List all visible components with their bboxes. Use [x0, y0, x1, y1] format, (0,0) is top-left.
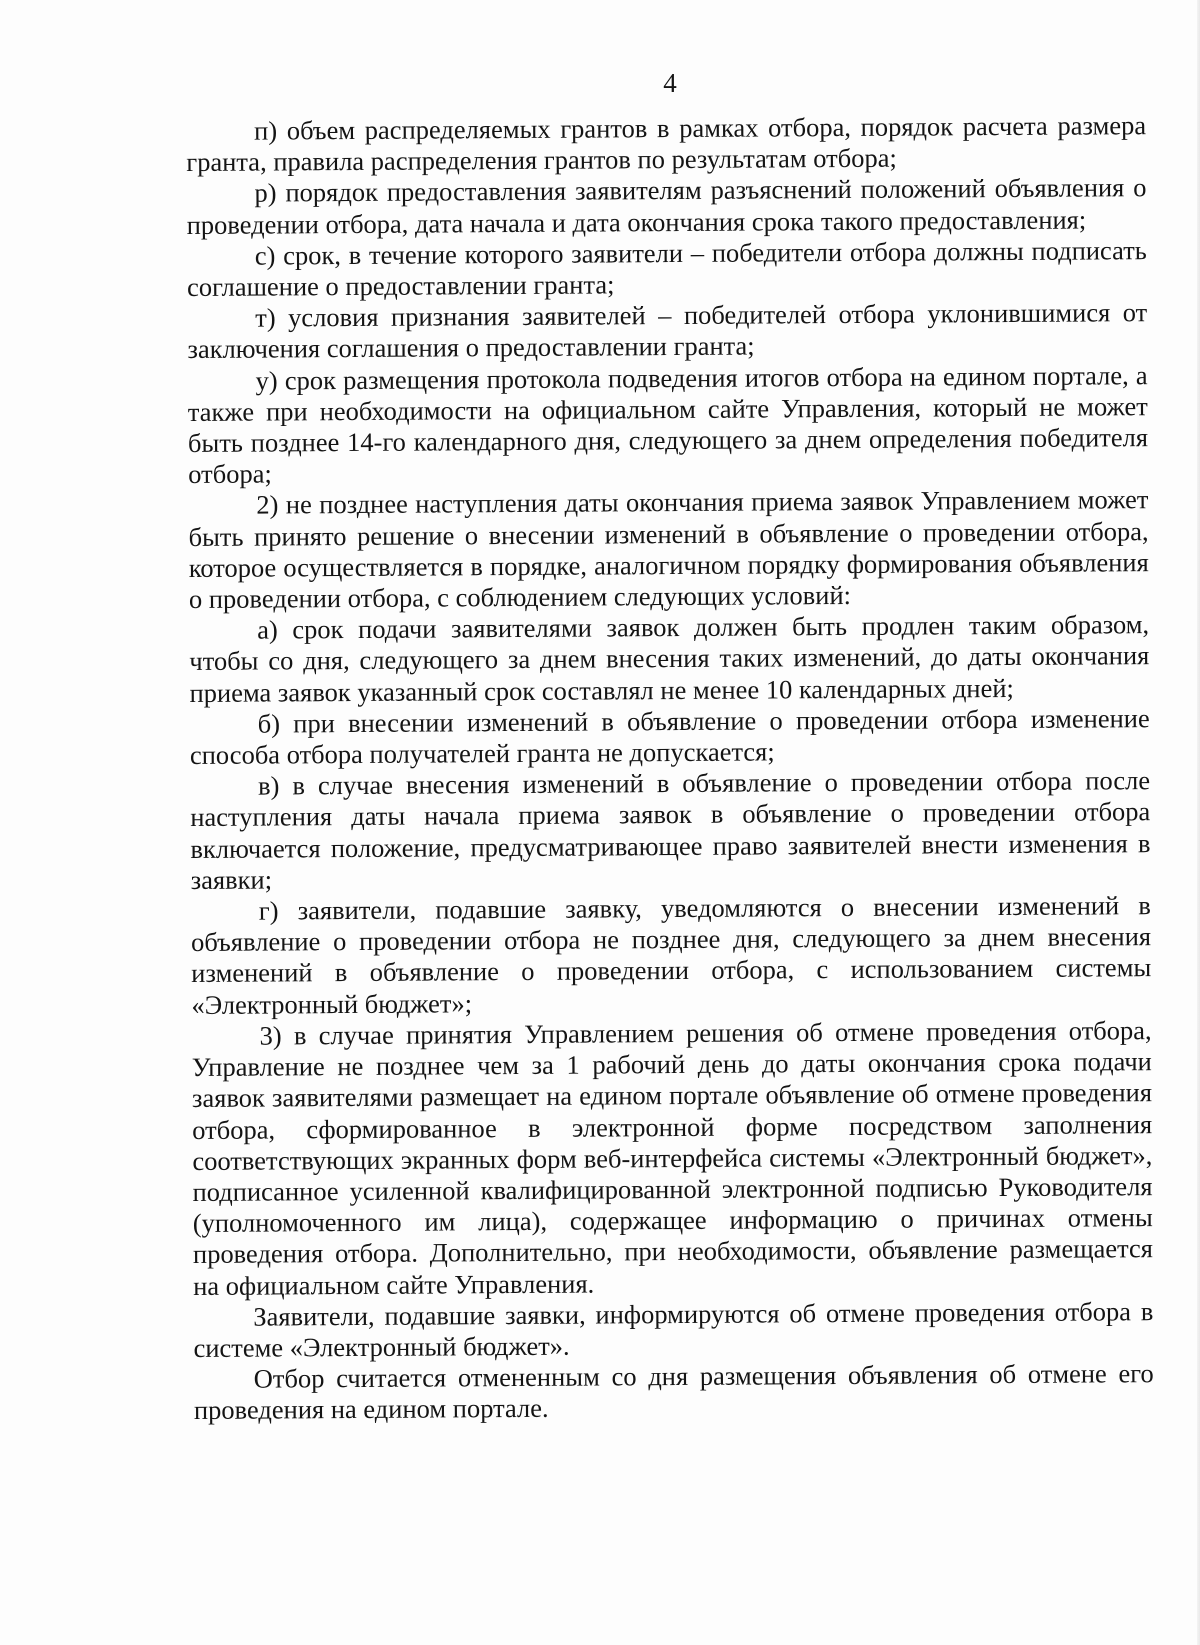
paragraph-cancellation-effect: Отбор считается отмененным со дня размещения объявления об отмене его проведения на едином портале. — [193, 1358, 1154, 1426]
paragraph-applicants-notice: Заявители, подавшие заявки, информируются об отмене проведения отбора в системе «Электронный бюджет». — [193, 1295, 1154, 1363]
paragraph-clause-3: 3) в случае принятия Управлением решения об отмене проведения отбора, Управление не позднее чем за 1 рабочий день до даты окончания срока подачи заявок заявителями размещает на едином портале объявление об отмене проведения отбора, сформированное в электронной форме посредством заполнения соответствующих экранных форм веб-интерфейса системы «Электронный бюджет», подписанное усиленной квалифицированной электронной подписью Руководителя (уполномоченного им лица), содержащее информацию о причинах отмены проведения отбора. Дополнительно, при необходимости, объявление размещается на официальном сайте Управления. — [191, 1015, 1154, 1301]
paragraph-subitem-g: г) заявители, подавшие заявку, уведомляются о внесении изменений в объявление о проведении отбора не позднее дня, следующего за днем внесения изменений в объявление о проведении отбора, с использованием системы «Электронный бюджет»; — [190, 890, 1152, 1020]
paragraph-item-s: с) срок, в течение которого заявители – победители отбора должны подписать соглашение о предоставлении гранта; — [186, 234, 1147, 303]
paragraph-subitem-v: в) в случае внесения изменений в объявление о проведении отбора после наступления даты начала приема заявок в объявление о проведении отбора включается положение, предусматривающее право заявителей внести изменения в заявки; — [190, 765, 1151, 895]
paragraph-item-t: т) условия признания заявителей – победителей отбора уклонившимися от заключения соглашения о предоставлении гранта; — [187, 297, 1148, 365]
paragraph-item-u: у) срок размещения протокола подведения итогов отбора на едином портале, а также при необходимости на официальном сайте Управления, который не может быть позднее 14-го календарного дня, следующего за днем определения победителя отбора; — [187, 359, 1149, 490]
page-number: 4 — [663, 68, 677, 98]
paragraph-item-r: р) порядок предоставления заявителям разъяснений положений объявления о проведении отбора, дата начала и дата окончания срока такого предоставления; — [186, 172, 1147, 240]
paragraph-subitem-b: б) при внесении изменений в объявление о проведении отбора изменение способа отбора получателей гранта не допускается; — [189, 702, 1150, 771]
paragraph-clause-2: 2) не позднее наступления даты окончания приема заявок Управлением может быть принято решение о внесении изменений в объявление о проведении отбора, которое осуществляется в порядке, аналогичном порядку формирования объявления о проведении отбора, с соблюдением следующих условий: — [188, 484, 1149, 615]
paragraph-item-p: п) объем распределяемых грантов в рамках отбора, порядок расчета размера гранта, правила распределения грантов по результатам отбора; — [186, 110, 1147, 178]
paragraph-subitem-a: а) срок подачи заявителями заявок должен быть продлен таким образом, чтобы со дня, следующего за днем внесения таких изменений, до даты окончания приема заявок указанный срок составлял не менее 10 календарных дней; — [189, 609, 1150, 708]
document-body — [186, 110, 1154, 1426]
